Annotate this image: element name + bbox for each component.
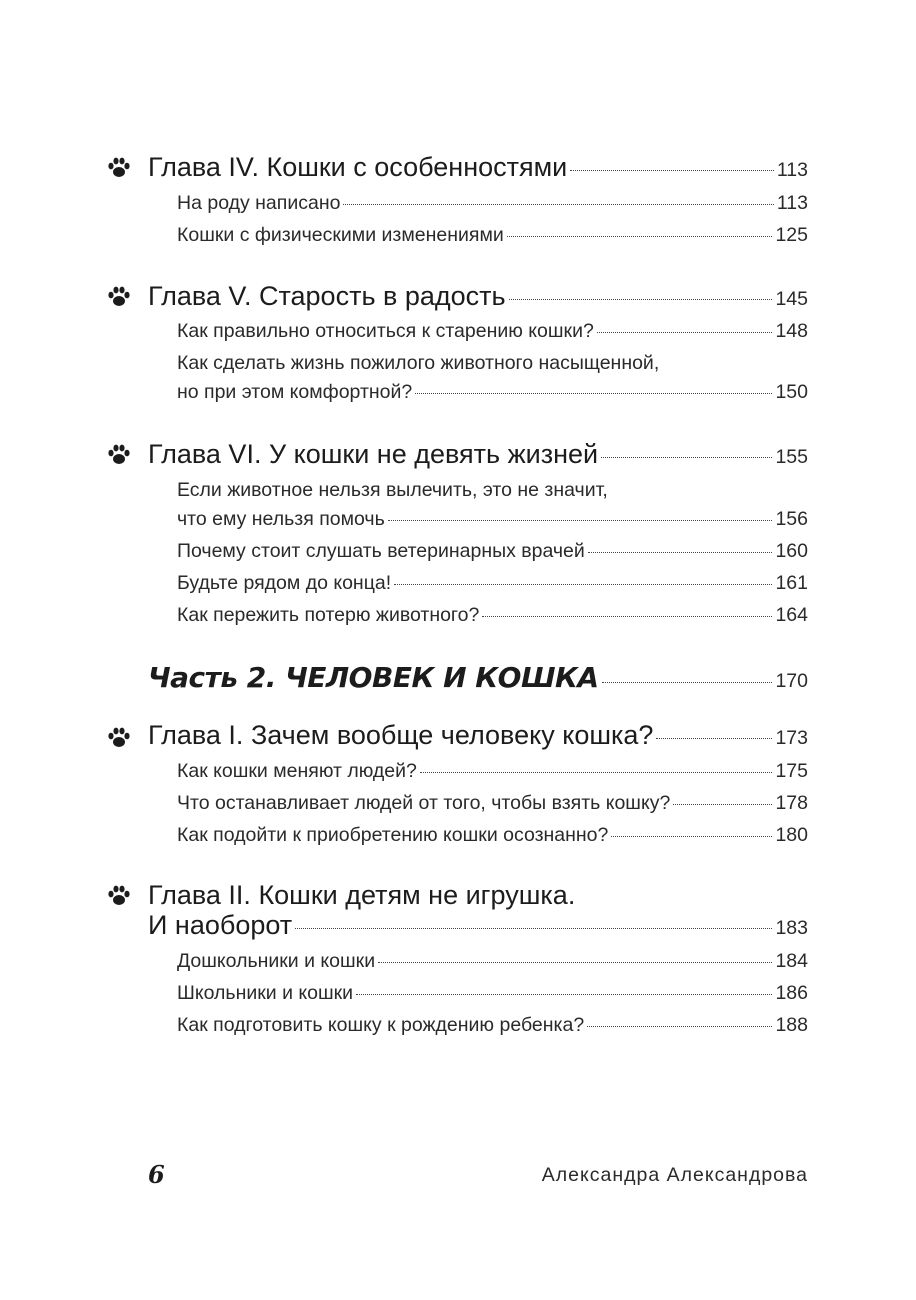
section-title: Школьники и кошки bbox=[177, 982, 354, 1004]
dot-leader bbox=[388, 520, 773, 521]
page-number: 184 bbox=[775, 950, 808, 972]
dot-leader bbox=[587, 1026, 772, 1027]
toc-section[interactable] bbox=[177, 792, 808, 815]
page-number: 180 bbox=[775, 824, 808, 846]
section-title: Как пережить потерю животного? bbox=[177, 604, 480, 626]
page-number: 161 bbox=[775, 572, 808, 594]
page-number: 148 bbox=[775, 320, 808, 342]
section-title: Что останавливает людей от того, чтобы взять кошку? bbox=[177, 792, 671, 814]
toc-section[interactable] bbox=[177, 572, 808, 595]
dot-leader bbox=[570, 170, 774, 171]
toc-chapter[interactable] bbox=[148, 439, 808, 470]
page-number: 156 bbox=[775, 508, 808, 530]
chapter-title: Глава I. Зачем вообще человеку кошка? bbox=[148, 720, 654, 750]
paw-icon bbox=[107, 726, 131, 750]
section-title: Как правильно относиться к старению кошки? bbox=[177, 320, 594, 342]
dot-leader bbox=[656, 738, 772, 739]
paw-icon bbox=[107, 285, 131, 309]
dot-leader bbox=[597, 332, 773, 333]
dot-leader bbox=[378, 962, 772, 963]
toc-section[interactable] bbox=[177, 508, 808, 531]
toc-chapter[interactable] bbox=[148, 910, 808, 941]
dot-leader bbox=[673, 804, 772, 805]
section-title: На роду написано bbox=[177, 192, 341, 214]
dot-leader bbox=[588, 552, 773, 553]
dot-leader bbox=[509, 299, 773, 300]
section-title: Дошкольники и кошки bbox=[177, 950, 376, 972]
paw-icon bbox=[107, 443, 131, 467]
section-title: что ему нельзя помочь bbox=[177, 508, 385, 530]
page-number: 145 bbox=[775, 288, 808, 310]
page-number: 183 bbox=[775, 917, 808, 939]
dot-leader bbox=[420, 772, 773, 773]
page-number: 175 bbox=[775, 760, 808, 782]
dot-leader bbox=[482, 616, 772, 617]
toc-section[interactable] bbox=[177, 192, 808, 215]
page-number: 150 bbox=[775, 381, 808, 403]
page-number: 160 bbox=[775, 540, 808, 562]
page-number: 155 bbox=[775, 446, 808, 468]
page-number: 113 bbox=[776, 159, 808, 181]
toc-section[interactable] bbox=[177, 950, 808, 973]
page-number: 125 bbox=[775, 224, 808, 246]
dot-leader bbox=[356, 994, 772, 995]
section-title: Будьте рядом до конца! bbox=[177, 572, 392, 594]
part-title: Часть 2. ЧЕЛОВЕК И КОШКА bbox=[148, 661, 599, 694]
chapter-title: Глава VI. У кошки не девять жизней bbox=[148, 439, 599, 469]
section-title: Почему стоит слушать ветеринарных врачей bbox=[177, 540, 585, 562]
dot-leader bbox=[602, 682, 773, 683]
dot-leader bbox=[415, 393, 772, 394]
section-title: Как кошки меняют людей? bbox=[177, 760, 417, 782]
page-number: 186 bbox=[775, 982, 808, 1004]
toc-section[interactable] bbox=[177, 320, 808, 343]
chapter-title: Глава IV. Кошки с особенностями bbox=[148, 152, 568, 182]
toc-section[interactable] bbox=[177, 982, 808, 1005]
page-number: 188 bbox=[775, 1014, 808, 1036]
section-title: Кошки с физическими изменениями bbox=[177, 224, 504, 246]
page-number: 173 bbox=[775, 727, 808, 749]
section-title: но при этом комфортной? bbox=[177, 381, 413, 403]
dot-leader bbox=[295, 928, 772, 929]
toc-section[interactable] bbox=[177, 824, 808, 847]
paw-icon bbox=[107, 884, 131, 908]
dot-leader bbox=[507, 236, 773, 237]
toc-chapter[interactable] bbox=[148, 720, 808, 751]
page-number: 164 bbox=[775, 604, 808, 626]
chapter-title: И наоборот bbox=[148, 910, 293, 940]
toc-chapter[interactable] bbox=[148, 281, 808, 312]
toc-section[interactable] bbox=[177, 540, 808, 563]
section-title: Как подойти к приобретению кошки осознанно? bbox=[177, 824, 609, 846]
dot-leader bbox=[394, 584, 772, 585]
folio-page-number: 6 bbox=[148, 1160, 165, 1189]
page-number: 170 bbox=[775, 670, 808, 692]
toc-chapter[interactable] bbox=[148, 152, 808, 183]
chapter-title: Глава V. Старость в радость bbox=[148, 281, 506, 311]
toc-section[interactable] bbox=[177, 224, 808, 247]
page-number: 113 bbox=[776, 192, 808, 214]
chapter-title-line[interactable]: Глава II. Кошки детям не игрушка. bbox=[148, 880, 576, 910]
page-number: 178 bbox=[775, 792, 808, 814]
toc-section[interactable] bbox=[177, 760, 808, 783]
section-title: Как подготовить кошку к рождению ребенка? bbox=[177, 1014, 585, 1036]
toc-section[interactable] bbox=[177, 1014, 808, 1037]
toc-part[interactable] bbox=[148, 661, 808, 694]
dot-leader bbox=[601, 457, 772, 458]
section-title-line[interactable]: Как сделать жизнь пожилого животного насыщенной, bbox=[177, 352, 660, 374]
paw-icon bbox=[107, 156, 131, 180]
dot-leader bbox=[343, 204, 773, 205]
toc-section[interactable] bbox=[177, 381, 808, 404]
dot-leader bbox=[611, 836, 772, 837]
toc-section[interactable] bbox=[177, 604, 808, 627]
section-title-line[interactable]: Если животное нельзя вылечить, это не значит, bbox=[177, 479, 608, 501]
running-footer-author: Александра Александрова bbox=[541, 1164, 808, 1186]
